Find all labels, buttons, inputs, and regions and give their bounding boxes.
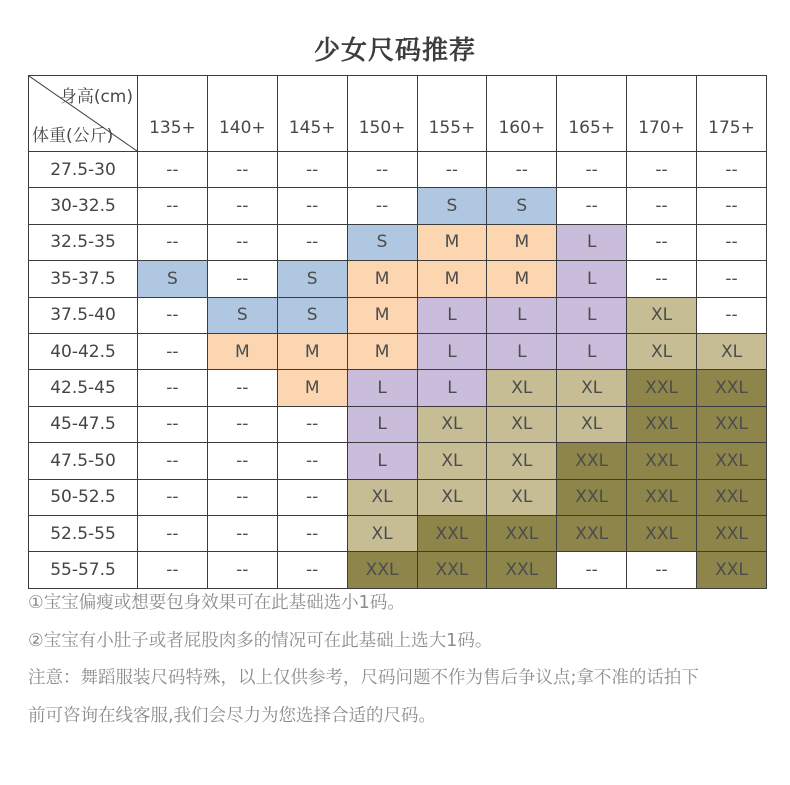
size-cell: S xyxy=(487,188,557,224)
size-cell: M xyxy=(487,224,557,260)
size-cell: XL xyxy=(347,479,417,515)
size-cell: L xyxy=(557,297,627,333)
col-header-135+: 135+ xyxy=(138,76,208,152)
size-cell: XL xyxy=(697,333,767,369)
size-cell: XXL xyxy=(627,406,697,442)
size-cell: XXL xyxy=(487,515,557,551)
size-cell: -- xyxy=(138,443,208,479)
size-cell: XL xyxy=(557,406,627,442)
size-cell: XXL xyxy=(557,443,627,479)
notes-block xyxy=(28,585,773,735)
size-cell: -- xyxy=(697,297,767,333)
size-cell: -- xyxy=(207,370,277,406)
size-cell: XL xyxy=(557,370,627,406)
size-cell: M xyxy=(277,370,347,406)
size-cell: XL xyxy=(487,479,557,515)
size-cell: -- xyxy=(277,406,347,442)
size-cell: -- xyxy=(277,479,347,515)
size-cell: L xyxy=(557,224,627,260)
size-cell: L xyxy=(347,443,417,479)
size-cell: XL xyxy=(347,515,417,551)
size-cell: -- xyxy=(207,261,277,297)
col-header-160+: 160+ xyxy=(487,76,557,152)
size-cell: S xyxy=(347,224,417,260)
col-header-165+: 165+ xyxy=(557,76,627,152)
size-cell: -- xyxy=(277,152,347,188)
size-cell: XXL xyxy=(697,370,767,406)
size-cell: L xyxy=(487,333,557,369)
size-cell: -- xyxy=(138,152,208,188)
size-cell: XXL xyxy=(417,515,487,551)
size-cell: -- xyxy=(138,297,208,333)
size-cell: -- xyxy=(138,188,208,224)
size-cell: L xyxy=(347,406,417,442)
size-chart-table xyxy=(28,75,767,589)
col-header-140+: 140+ xyxy=(207,76,277,152)
weight-label: 27.5-30 xyxy=(29,152,138,188)
size-cell: L xyxy=(487,297,557,333)
col-header-145+: 145+ xyxy=(277,76,347,152)
size-cell: L xyxy=(417,333,487,369)
col-header-150+: 150+ xyxy=(347,76,417,152)
weight-label: 40-42.5 xyxy=(29,333,138,369)
size-cell: -- xyxy=(417,152,487,188)
size-cell: -- xyxy=(207,443,277,479)
size-cell: XL xyxy=(487,443,557,479)
size-cell: XXL xyxy=(557,479,627,515)
table-row xyxy=(29,406,767,442)
weight-label: 37.5-40 xyxy=(29,297,138,333)
corner-cell xyxy=(29,76,138,152)
size-cell: -- xyxy=(277,188,347,224)
size-cell: M xyxy=(347,261,417,297)
size-cell: L xyxy=(557,333,627,369)
size-cell: -- xyxy=(487,152,557,188)
table-row xyxy=(29,333,767,369)
size-cell: -- xyxy=(697,152,767,188)
col-header-175+: 175+ xyxy=(697,76,767,152)
weight-label: 32.5-35 xyxy=(29,224,138,260)
size-cell: XL xyxy=(417,443,487,479)
weight-label: 30-32.5 xyxy=(29,188,138,224)
table-row xyxy=(29,152,767,188)
size-cell: -- xyxy=(557,152,627,188)
size-cell: -- xyxy=(627,552,697,588)
size-cell: L xyxy=(557,261,627,297)
table-body xyxy=(29,152,767,589)
table-row xyxy=(29,552,767,588)
size-cell: XXL xyxy=(627,479,697,515)
table-row xyxy=(29,370,767,406)
note-3: 注意：舞蹈服装尺码特殊，以上仅供参考，尺码问题不作为售后争议点;拿不准的话拍下前可咨询在线客服,我们会尽力为您选择合适的尺码。 xyxy=(28,668,699,726)
table-row xyxy=(29,443,767,479)
size-cell: -- xyxy=(207,406,277,442)
col-header-155+: 155+ xyxy=(417,76,487,152)
size-cell: M xyxy=(207,333,277,369)
size-cell: XXL xyxy=(557,515,627,551)
size-cell: -- xyxy=(627,188,697,224)
size-cell: M xyxy=(417,224,487,260)
size-cell: XL xyxy=(417,479,487,515)
size-cell: L xyxy=(347,370,417,406)
corner-label-weight: 体重(公斤) xyxy=(32,126,114,146)
size-cell: XXL xyxy=(627,370,697,406)
size-cell: -- xyxy=(138,406,208,442)
size-cell: XL xyxy=(417,406,487,442)
weight-label: 47.5-50 xyxy=(29,443,138,479)
size-cell: XXL xyxy=(697,552,767,588)
size-cell: S xyxy=(277,297,347,333)
size-cell: M xyxy=(347,333,417,369)
weight-label: 35-37.5 xyxy=(29,261,138,297)
size-cell: XL xyxy=(627,333,697,369)
size-cell: -- xyxy=(207,479,277,515)
table-row xyxy=(29,188,767,224)
size-cell: -- xyxy=(277,552,347,588)
size-cell: -- xyxy=(138,333,208,369)
size-cell: XXL xyxy=(697,515,767,551)
table-row xyxy=(29,224,767,260)
weight-label: 42.5-45 xyxy=(29,370,138,406)
size-cell: XL xyxy=(627,297,697,333)
size-cell: -- xyxy=(207,515,277,551)
size-cell: -- xyxy=(277,443,347,479)
size-cell: -- xyxy=(207,224,277,260)
note-1: ①宝宝偏瘦或想要包身效果可在此基础选小1码。 xyxy=(28,593,405,613)
table-row xyxy=(29,297,767,333)
size-cell: -- xyxy=(697,188,767,224)
size-cell: XXL xyxy=(697,406,767,442)
size-cell: M xyxy=(277,333,347,369)
note-2: ②宝宝有小肚子或者屁股肉多的情况可在此基础上选大1码。 xyxy=(28,630,493,651)
weight-label: 55-57.5 xyxy=(29,552,138,588)
size-cell: -- xyxy=(138,479,208,515)
weight-label: 45-47.5 xyxy=(29,406,138,442)
size-cell: XXL xyxy=(627,443,697,479)
size-cell: XL xyxy=(487,406,557,442)
size-cell: L xyxy=(417,297,487,333)
col-header-170+: 170+ xyxy=(627,76,697,152)
size-cell: XXL xyxy=(417,552,487,588)
size-cell: -- xyxy=(207,552,277,588)
size-cell: S xyxy=(417,188,487,224)
size-cell: -- xyxy=(347,188,417,224)
size-cell: -- xyxy=(697,261,767,297)
size-cell: -- xyxy=(138,370,208,406)
weight-label: 52.5-55 xyxy=(29,515,138,551)
size-cell: -- xyxy=(277,515,347,551)
size-cell: XXL xyxy=(347,552,417,588)
size-cell: -- xyxy=(557,552,627,588)
weight-label: 50-52.5 xyxy=(29,479,138,515)
size-cell: M xyxy=(347,297,417,333)
size-cell: -- xyxy=(627,261,697,297)
size-cell: M xyxy=(417,261,487,297)
size-cell: -- xyxy=(627,152,697,188)
size-cell: -- xyxy=(557,188,627,224)
size-cell: -- xyxy=(627,224,697,260)
header-row xyxy=(29,76,767,152)
table-row xyxy=(29,261,767,297)
size-cell: -- xyxy=(207,152,277,188)
size-cell: S xyxy=(277,261,347,297)
table-row xyxy=(29,479,767,515)
page-title: 少女尺码推荐 xyxy=(313,36,476,66)
size-cell: XXL xyxy=(627,515,697,551)
size-cell: -- xyxy=(138,515,208,551)
size-cell: -- xyxy=(277,224,347,260)
corner-label-height: 身高(cm) xyxy=(59,87,133,107)
size-cell: XXL xyxy=(487,552,557,588)
size-cell: -- xyxy=(347,152,417,188)
size-cell: XXL xyxy=(697,479,767,515)
size-cell: -- xyxy=(697,224,767,260)
size-cell: L xyxy=(417,370,487,406)
size-cell: -- xyxy=(138,224,208,260)
size-cell: -- xyxy=(138,552,208,588)
size-cell: S xyxy=(207,297,277,333)
table-row xyxy=(29,515,767,551)
size-cell: XXL xyxy=(697,443,767,479)
size-cell: XL xyxy=(487,370,557,406)
size-cell: -- xyxy=(207,188,277,224)
size-cell: S xyxy=(138,261,208,297)
size-cell: M xyxy=(487,261,557,297)
